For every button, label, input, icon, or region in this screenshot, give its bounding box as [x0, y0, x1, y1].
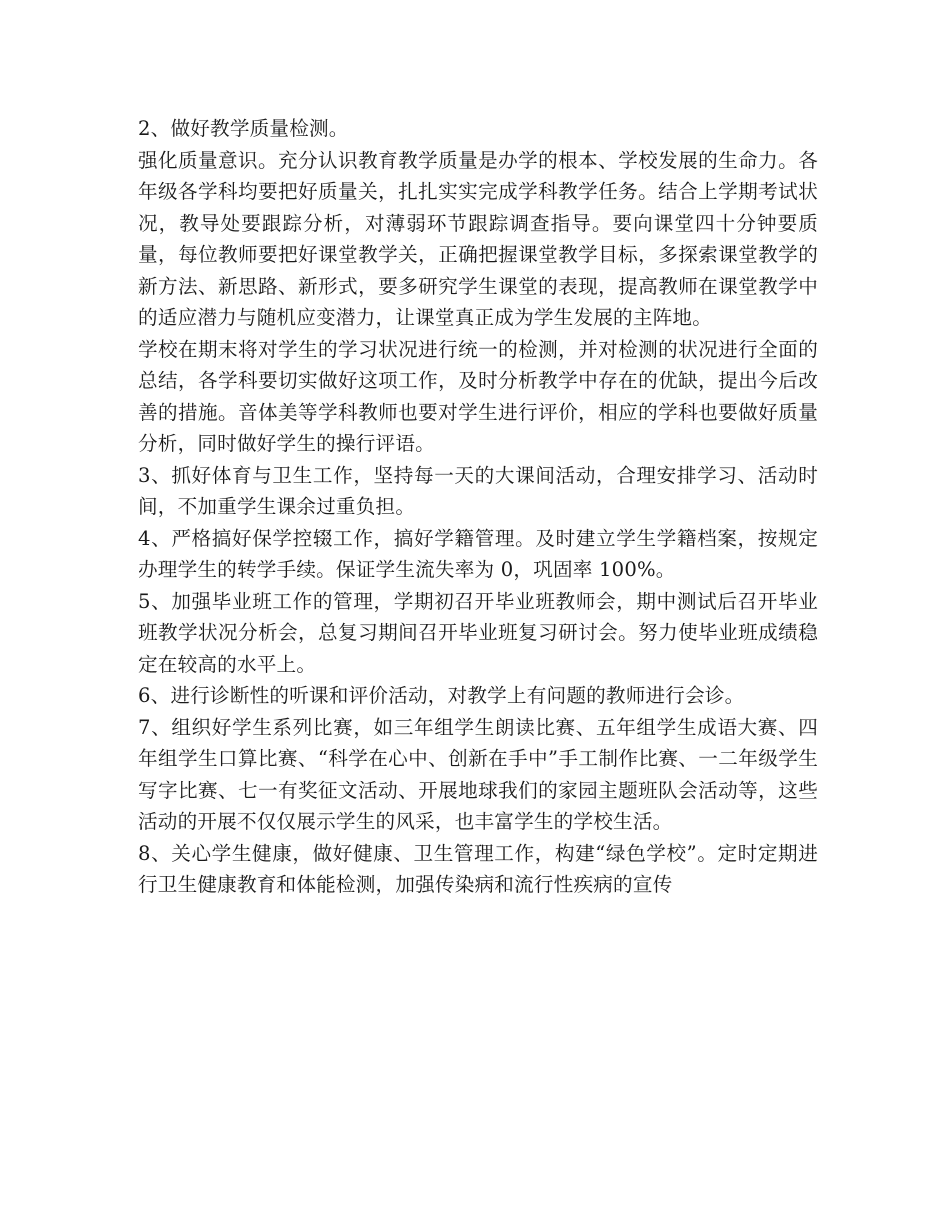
- paragraph-item-3: 3、抓好体育与卫生工作，坚持每一天的大课间活动，合理安排学习、活动时间，不加重学生课余过重负担。: [138, 463, 818, 518]
- paragraph-item-8: 8、关心学生健康，做好健康、卫生管理工作，构建“绿色学校”。定时定期进行卫生健康教育和体能检测，加强传染病和流行性疾病的宣传: [138, 841, 818, 896]
- paragraph-item-7: 7、组织好学生系列比赛，如三年组学生朗读比赛、五年组学生成语大赛、四年组学生口算比赛、“科学在心中、创新在手中”手工制作比赛、一二年级学生写字比赛、七一有奖征文活动、开展地球我们的家园主题班队会活动等，这些活动的开展不仅仅展示学生的风采，也丰富学生的学校生活。: [138, 715, 818, 833]
- document-body: [138, 113, 818, 901]
- paragraph-item-4: 4、严格搞好保学控辍工作，搞好学籍管理。及时建立学生学籍档案，按规定办理学生的转学手续。保证学生流失率为 0，巩固率 100%。: [138, 526, 818, 581]
- paragraph-heading-2: 2、做好教学质量检测。: [138, 117, 349, 140]
- paragraph-item-5: 5、加强毕业班工作的管理，学期初召开毕业班教师会，期中测试后召开毕业班教学状况分析会，总复习期间召开毕业班复习研讨会。努力使毕业班成绩稳定在较高的水平上。: [138, 589, 818, 676]
- paragraph-item-6: 6、进行诊断性的听课和评价活动，对教学上有问题的教师进行会诊。: [138, 684, 745, 707]
- paragraph-term-end-assessment: 学校在期末将对学生的学习状况进行统一的检测，并对检测的状况进行全面的总结，各学科要切实做好这项工作，及时分析教学中存在的优缺，提出今后改善的措施。音体美等学科教师也要对学生进行评价，相应的学科也要做好质量分析，同时做好学生的操行评语。: [138, 337, 818, 455]
- paragraph-quality-awareness: 强化质量意识。充分认识教育教学质量是办学的根本、学校发展的生命力。各年级各学科均要把好质量关，扎扎实实完成学科教学任务。结合上学期考试状况，教导处要跟踪分析，对薄弱环节跟踪调查指导。要向课堂四十分钟要质量，每位教师要把好课堂教学关，正确把握课堂教学目标，多探索课堂教学的新方法、新思路、新形式，要多研究学生课堂的表现，提高教师在课堂教学中的适应潜力与随机应变潜力，让课堂真正成为学生发展的主阵地。: [138, 148, 818, 329]
